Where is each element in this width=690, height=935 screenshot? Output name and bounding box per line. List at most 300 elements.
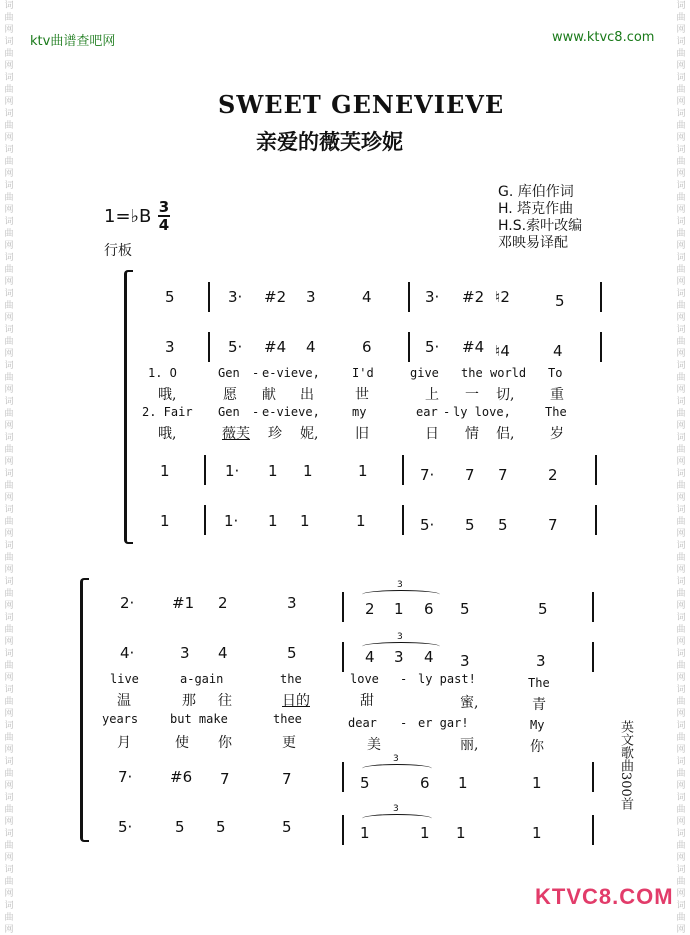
note: 7· [118,768,133,786]
side-glyph: 网 [676,781,686,791]
lyric: 日的 [282,693,310,709]
note: 2 [218,594,228,612]
side-glyph: 词 [4,793,14,803]
lyric: 重 [550,387,564,403]
note: 3 [287,594,297,612]
side-glyph: 网 [4,61,14,71]
note: #1 [172,594,195,612]
lyric: the [461,366,483,380]
lyric: 献 [262,387,276,403]
side-glyph: 词 [676,505,686,515]
lyric: 你 [530,739,544,755]
lyric: live [110,672,139,686]
note: 3 [165,338,175,356]
side-glyph: 词 [676,289,686,299]
barline [592,762,594,792]
note: 1 [532,774,542,792]
side-glyph: 词 [676,325,686,335]
lyric: 往 [218,693,232,709]
side-glyph: 词 [4,109,14,119]
side-glyph: 曲 [4,661,14,671]
note: 6 [424,600,434,618]
side-glyph: 词 [676,253,686,263]
side-glyph: 曲 [4,733,14,743]
note: 4 [365,648,375,666]
side-glyph: 曲 [676,121,686,131]
note: 5 [538,600,548,618]
lyric: 世 [355,387,369,403]
side-glyph: 词 [4,757,14,767]
time-top: 3 [158,198,170,216]
note: 1 [358,462,368,480]
lyric: 蜜, [460,695,479,711]
lyric: 薇芙 [222,426,250,442]
side-glyph: 网 [4,421,14,431]
note: 1 [456,824,466,842]
lyric: thee [273,712,302,726]
side-glyph: 曲 [4,49,14,59]
side-glyph: 词 [4,37,14,47]
side-glyph: 词 [4,685,14,695]
side-glyph: 曲 [676,229,686,239]
triplet-number: 3 [393,754,399,764]
lyric: 愿 [223,387,237,403]
side-glyph: 词 [676,685,686,695]
credit-lyricist: G. 库伯作词 [498,184,574,200]
credits [498,184,582,252]
side-glyph: 词 [676,181,686,191]
side-glyph: 曲 [4,373,14,383]
barline [342,642,344,672]
side-glyph: 网 [4,673,14,683]
side-glyph: 曲 [676,337,686,347]
side-glyph: 网 [676,349,686,359]
note: 1 [160,512,170,530]
triplet-number: 3 [397,632,403,642]
lyric: give [410,366,439,380]
lyric: 美 [367,737,381,753]
lyric: 切, [496,387,515,403]
note: 4 [218,644,228,662]
side-glyph: 网 [676,241,686,251]
side-glyph: 曲 [4,877,14,887]
lyric: ear [416,405,438,419]
note: 7· [420,466,435,484]
lyric: - [443,405,451,419]
note: 5 [498,516,508,534]
side-glyph: 词 [676,901,686,911]
barline [208,332,210,362]
side-glyph: 曲 [676,769,686,779]
barline [204,455,206,485]
side-glyph: 词 [4,829,14,839]
note: 3· [228,288,243,306]
side-glyph: 曲 [4,697,14,707]
barline [342,815,344,845]
side-glyph: 曲 [676,13,686,23]
time-bottom: 4 [158,216,170,234]
lyric: Gen [218,405,240,419]
note: 1 [356,512,366,530]
side-glyph: 网 [4,781,14,791]
credit-composer: H. 塔克作曲 [498,201,574,217]
lyric: 上 [425,387,439,403]
note: #6 [170,768,193,786]
side-glyph: 词 [676,829,686,839]
note: 5 [465,516,475,534]
side-glyph: 网 [4,709,14,719]
site-watermark-logo: KTVC8.COM [535,884,674,909]
lyric: 那 [182,693,196,709]
side-glyph: 网 [676,637,686,647]
side-glyph: 词 [4,181,14,191]
barline [592,815,594,845]
side-glyph: 词 [676,541,686,551]
note: 1 [160,462,170,480]
side-glyph: 曲 [4,517,14,527]
side-glyph: 词 [4,397,14,407]
barline [595,455,597,485]
side-glyph: 词 [4,73,14,83]
side-glyph: 网 [676,205,686,215]
side-glyph: 词 [4,361,14,371]
lyric: e-vieve, [262,366,320,380]
side-glyph: 网 [4,25,14,35]
side-glyph: 词 [676,721,686,731]
side-glyph: 网 [4,97,14,107]
side-glyph: 曲 [676,877,686,887]
triplet-arc [362,590,440,599]
lyric: The [528,676,550,690]
key-signature: 1=♭B [104,206,152,227]
side-glyph: 网 [676,601,686,611]
barline [408,282,410,312]
note: 1· [224,512,239,530]
note: 5 [287,644,297,662]
side-glyph: 网 [676,673,686,683]
lyric: - [400,672,408,686]
time-signature [158,199,170,233]
note: 1 [420,824,430,842]
note: 6 [420,774,430,792]
lyric: love [350,672,379,686]
note: 5 [460,600,470,618]
lyric: Gen [218,366,240,380]
barline [402,505,404,535]
side-glyph: 曲 [4,13,14,23]
note: 3 [180,644,190,662]
note: 2 [548,466,558,484]
side-glyph: 网 [676,133,686,143]
side-glyph: 词 [676,37,686,47]
lyric: my [352,405,367,419]
note: 2· [120,594,135,612]
lyric: world [490,366,527,380]
side-glyph: 词 [4,253,14,263]
note: ♮4 [495,342,510,360]
barline [592,592,594,622]
side-glyph: 词 [4,721,14,731]
side-glyph: 词 [4,469,14,479]
note: 5 [282,818,292,836]
side-glyph: 词 [4,865,14,875]
side-glyph: 词 [4,505,14,515]
lyric: a-gain [180,672,224,686]
side-glyph: 曲 [676,841,686,851]
triplet-number: 3 [397,580,403,590]
left-side-watermark [2,0,16,935]
side-glyph: 词 [4,613,14,623]
lyric: 2. Fair [142,405,193,419]
side-glyph: 曲 [676,697,686,707]
side-glyph: 网 [676,25,686,35]
side-glyph: 网 [676,97,686,107]
side-glyph: 网 [676,457,686,467]
side-glyph: 曲 [4,409,14,419]
side-glyph: 词 [676,577,686,587]
side-glyph: 曲 [4,841,14,851]
side-glyph: 曲 [676,553,686,563]
note: 4 [362,288,372,306]
side-glyph: 网 [676,709,686,719]
lyric: 丽, [460,737,479,753]
side-glyph: 曲 [676,733,686,743]
note: 3 [460,652,470,670]
system2-brace [80,578,89,842]
note: 5 [216,818,226,836]
note: 1 [268,462,278,480]
side-glyph: 网 [676,817,686,827]
side-glyph: 词 [4,289,14,299]
side-glyph: 曲 [676,373,686,383]
lyric: the [280,672,302,686]
lyric: 旧 [355,426,369,442]
lyric: 青 [532,697,546,713]
lyric: but make [170,712,228,726]
lyric: 出 [300,387,314,403]
song-subtitle: 亲爱的薇芙珍妮 [256,129,403,154]
side-glyph: 网 [4,529,14,539]
lyric: ly love, [453,405,511,419]
barline [342,762,344,792]
side-glyph: 词 [676,613,686,623]
side-glyph: 网 [4,493,14,503]
triplet-arc [362,814,432,823]
side-glyph: 曲 [4,481,14,491]
note: 1 [303,462,313,480]
note: 7 [220,770,230,788]
side-glyph: 词 [676,757,686,767]
side-glyph: 网 [4,205,14,215]
barline [600,282,602,312]
barline [342,592,344,622]
lyric: I'd [352,366,374,380]
lyric: 妮, [300,426,319,442]
side-glyph: 词 [676,217,686,227]
note: #2 [462,288,485,306]
lyric: The [545,405,567,419]
side-glyph: 曲 [4,337,14,347]
side-glyph: 网 [4,313,14,323]
side-glyph: 词 [4,901,14,911]
note: #4 [264,338,287,356]
lyric: 一 [465,387,479,403]
side-glyph: 词 [676,865,686,875]
side-glyph: 网 [4,637,14,647]
barline [600,332,602,362]
side-glyph: 曲 [676,661,686,671]
barline [208,282,210,312]
note: 6 [362,338,372,356]
side-glyph: 网 [4,133,14,143]
side-glyph: 网 [676,853,686,863]
side-glyph: 曲 [676,265,686,275]
note: 5 [555,292,565,310]
side-glyph: 词 [676,109,686,119]
note: 7 [498,466,508,484]
lyric: 日 [425,426,439,442]
note: 3 [536,652,546,670]
side-glyph: 网 [676,529,686,539]
side-glyph: 词 [676,361,686,371]
side-glyph: 网 [4,241,14,251]
note: 1 [458,774,468,792]
side-glyph: 曲 [676,913,686,923]
side-glyph: 曲 [4,769,14,779]
lyric: 侣, [496,426,515,442]
note: 5· [228,338,243,356]
header-site-name[interactable]: ktv曲谱查吧网 [30,34,116,49]
note: 7 [282,770,292,788]
lyric: 更 [282,735,296,751]
triplet-number: 3 [393,804,399,814]
side-glyph: 曲 [4,913,14,923]
lyric: dear [348,716,377,730]
lyric: 月 [117,735,131,751]
lyric: 使 [175,735,189,751]
note: ♮2 [495,288,510,306]
side-glyph: 词 [4,325,14,335]
side-glyph: 曲 [4,301,14,311]
lyric: - [252,405,260,419]
side-glyph: 词 [676,397,686,407]
note: #2 [264,288,287,306]
note: 4· [120,644,135,662]
margin-book-note: 英文歌曲300首 [618,720,633,810]
side-glyph: 词 [676,793,686,803]
side-glyph: 词 [676,469,686,479]
system1-brace [124,270,133,544]
side-glyph: 曲 [676,301,686,311]
barline [204,505,206,535]
note: 1 [532,824,542,842]
side-glyph: 曲 [676,157,686,167]
lyric: ly past! [418,672,476,686]
header-site-url[interactable]: www.ktvc8.com [552,30,655,45]
side-glyph: 网 [676,277,686,287]
credit-translator: 邓映易译配 [498,235,568,251]
side-glyph: 网 [676,385,686,395]
note: 3· [425,288,440,306]
side-glyph: 网 [4,349,14,359]
side-glyph: 词 [676,433,686,443]
side-glyph: 曲 [4,229,14,239]
side-glyph: 网 [676,745,686,755]
side-glyph: 网 [676,421,686,431]
side-glyph: 词 [676,145,686,155]
side-glyph: 曲 [4,193,14,203]
side-glyph: 网 [4,565,14,575]
note: #4 [462,338,485,356]
note: 5· [118,818,133,836]
side-glyph: 网 [4,277,14,287]
side-glyph: 曲 [4,85,14,95]
note: 1 [300,512,310,530]
side-glyph: 曲 [4,121,14,131]
side-glyph: 曲 [4,805,14,815]
lyric: - [400,716,408,730]
note: 5 [175,818,185,836]
side-glyph: 曲 [4,445,14,455]
side-glyph: 词 [4,1,14,11]
side-glyph: 网 [676,925,686,935]
side-glyph: 网 [4,745,14,755]
side-glyph: 网 [4,817,14,827]
note: 5· [420,516,435,534]
note: 1 [394,600,404,618]
lyric: years [102,712,139,726]
lyric: 情 [465,426,479,442]
side-glyph: 网 [4,385,14,395]
note: 1 [268,512,278,530]
side-glyph: 曲 [676,805,686,815]
barline [408,332,410,362]
song-title: SWEET GENEVIEVE [218,90,505,119]
side-glyph: 词 [676,1,686,11]
barline [595,505,597,535]
side-glyph: 曲 [4,625,14,635]
side-glyph: 曲 [676,445,686,455]
lyric: My [530,718,545,732]
side-glyph: 网 [4,889,14,899]
side-glyph: 网 [676,313,686,323]
note: 1 [360,824,370,842]
note: 4 [553,342,563,360]
side-glyph: 曲 [4,265,14,275]
side-glyph: 网 [4,925,14,935]
side-glyph: 曲 [676,481,686,491]
side-glyph: 词 [4,145,14,155]
side-glyph: 曲 [676,193,686,203]
lyric: - [252,366,260,380]
side-glyph: 网 [4,457,14,467]
side-glyph: 曲 [676,625,686,635]
note: 7 [465,466,475,484]
right-side-watermark [674,0,688,935]
lyric: 珍 [268,426,282,442]
lyric: 甜 [360,693,374,709]
side-glyph: 曲 [676,409,686,419]
side-glyph: 曲 [4,589,14,599]
note: 3 [394,648,404,666]
side-glyph: 词 [4,217,14,227]
triplet-arc [362,764,432,773]
side-glyph: 词 [4,577,14,587]
side-glyph: 网 [676,169,686,179]
tempo-marking: 行板 [104,243,132,259]
lyric: 温 [117,693,131,709]
side-glyph: 曲 [676,589,686,599]
